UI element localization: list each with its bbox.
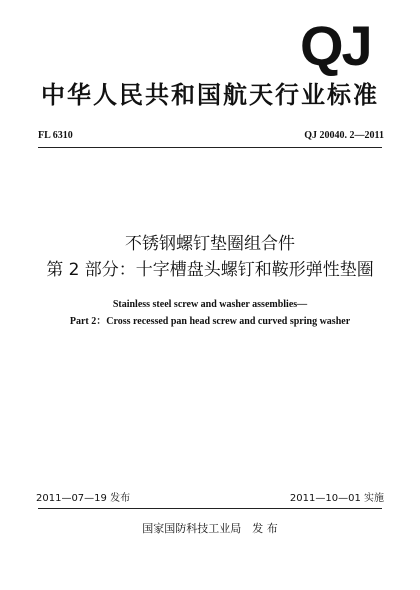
standard-number: QJ 20040. 2—2011 — [304, 130, 384, 141]
implementation-date: 2011—10—01 实施 — [289, 493, 384, 504]
english-title-line1: Stainless steel screw and washer assemblies— — [112, 299, 308, 310]
bottom-divider — [38, 508, 382, 509]
standard-category-title: 中华人民共和国航天行业标准 — [41, 81, 379, 109]
chinese-title-line1: 不锈钢螺钉垫圈组合件 — [125, 234, 295, 254]
publisher: 国家国防科技工业局 发 布 — [142, 522, 278, 535]
chinese-title-line2: 第 2 部分：十字槽盘头螺钉和鞍形弹性垫圈 — [46, 260, 374, 280]
qj-logo: QJ — [300, 14, 371, 77]
top-divider — [38, 147, 382, 148]
english-title-line2: Part 2：Cross recessed pan head screw and curved spring washer — [69, 316, 351, 327]
classification-code: FL 6310 — [38, 130, 73, 141]
issue-date: 2011—07—19 发布 — [36, 493, 131, 504]
